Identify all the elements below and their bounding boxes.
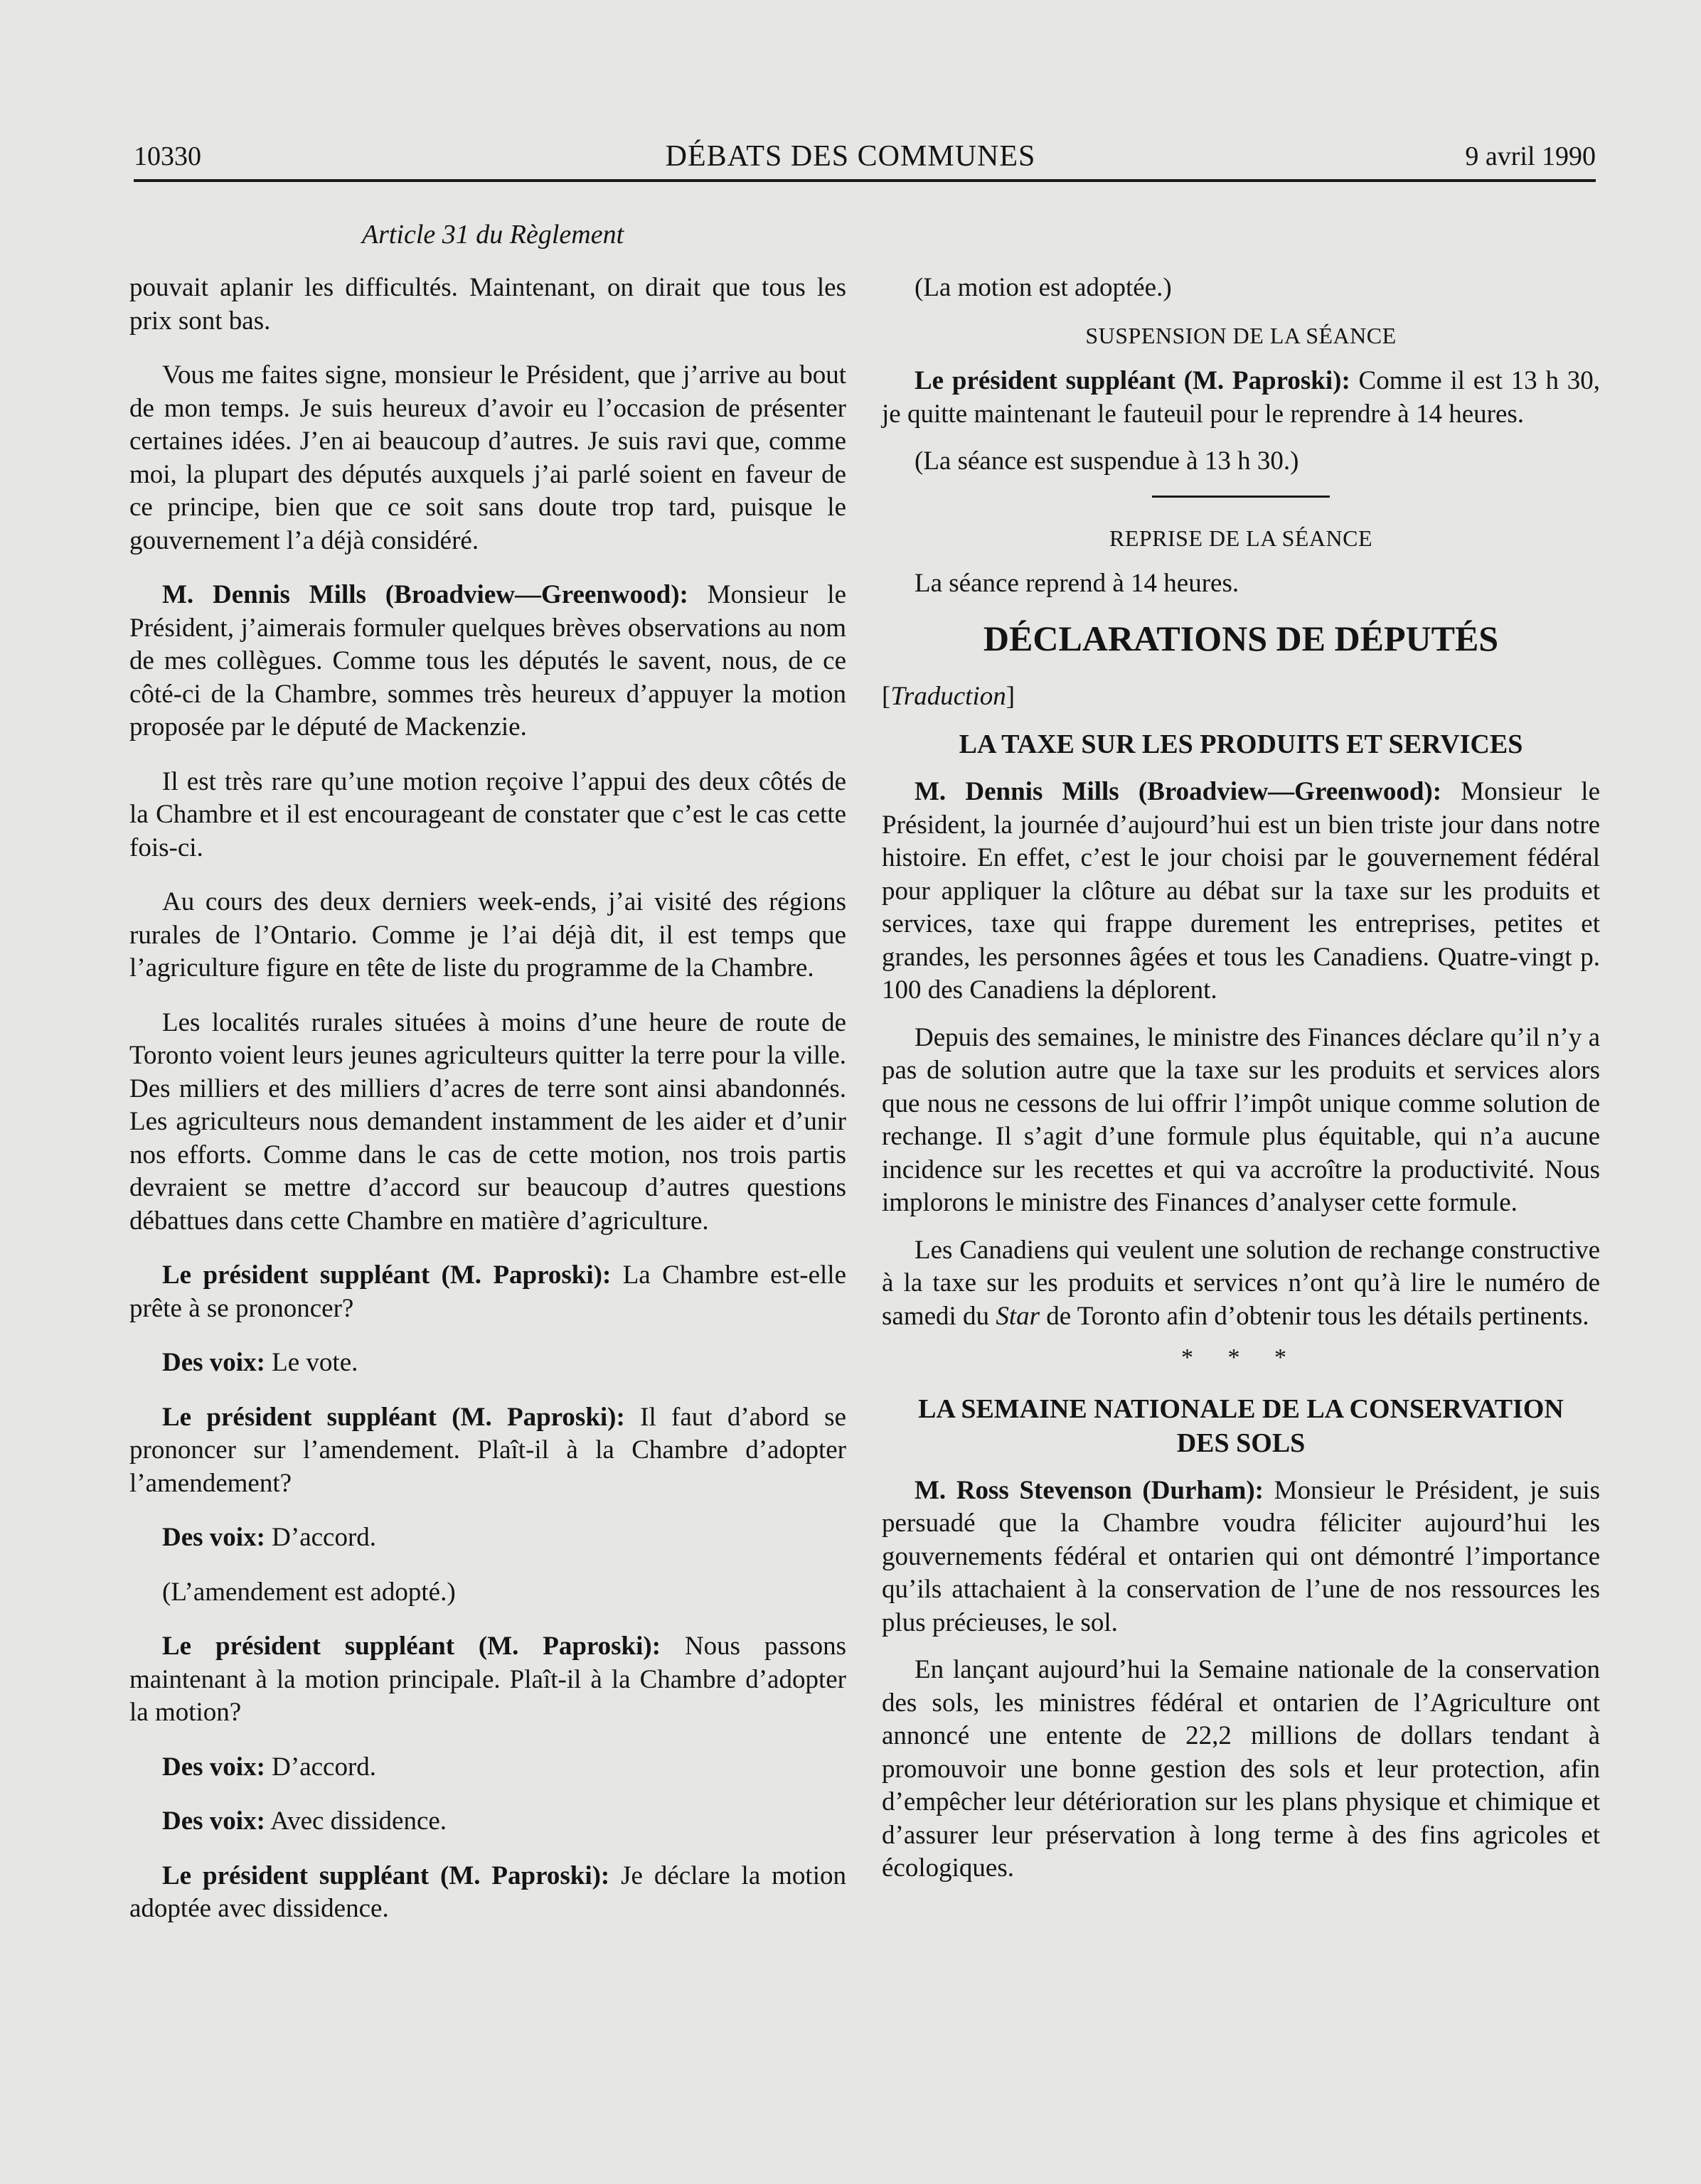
speaker-name: M. Ross Stevenson (Durham): [915, 1475, 1264, 1505]
speech-text: Avec dissidence. [265, 1806, 447, 1836]
header-rule [134, 179, 1596, 182]
speech-text: Nous passons maintenant à la motion principale. Plaît-il à la Chambre d’adopter la motion? [129, 1632, 846, 1727]
speech-text: La Chambre est-elle prête à se prononcer? [129, 1260, 846, 1323]
speech-text: Comme il est 13 h 30, je quitte maintenant le fauteuil pour le reprendre à 14 heures. [882, 366, 1600, 429]
paragraph: La séance reprend à 14 heures. [915, 569, 1239, 598]
topic-heading [882, 1392, 1600, 1460]
reprise-heading: REPRISE DE LA SÉANCE [1109, 525, 1373, 551]
translation-label: Traduction [890, 681, 1006, 711]
speech-paragraph [129, 1630, 846, 1730]
speaker-name: Le président suppléant (M. Paproski): [162, 1632, 661, 1661]
speech-text: D’accord. [265, 1752, 377, 1782]
speaker-name: Des voix: [162, 1348, 265, 1377]
speech-paragraph [129, 1401, 846, 1501]
suspension-heading: SUSPENSION DE LA SÉANCE [1085, 322, 1397, 348]
speech-paragraph [882, 1474, 1600, 1640]
speech-paragraph [129, 1259, 846, 1325]
right-column [882, 272, 1600, 1900]
text-run: Les Canadiens qui veulent une solution de rechange constructive à la taxe sur les produits et services n’ont qu’à lire le numéro de samedi du [882, 1235, 1600, 1331]
speaker-name: Le président suppléant (M. Paproski): [162, 1260, 612, 1290]
speech-text: Je déclare la motion adoptée avec dissidence. [129, 1861, 846, 1923]
translation-note: [Traduction] [882, 681, 1015, 711]
speaker-name: M. Dennis Mills (Broadview—Greenwood): [162, 580, 688, 609]
paragraph [882, 1234, 1600, 1334]
speech-text: Le vote. [265, 1348, 358, 1377]
topic-heading: LA TAXE SUR LES PRODUITS ET SERVICES [959, 729, 1523, 759]
speech-paragraph [129, 1521, 846, 1555]
paragraph: Depuis des semaines, le ministre des Finances déclare qu’il n’y a pas de solution autre que la taxe sur les produits et services alors que nous ne cessons de lui offrir l’impôt unique comme solution de rechange. Il s’agit d’une formule plus équitable, qui n’a aucune incidence sur les recettes et qui va accroître la productivité. Nous implorons le ministre des Finances d’analyser cette formule. [882, 1022, 1600, 1217]
speech-paragraph [129, 1751, 846, 1784]
section-subheader: Article 31 du Règlement [361, 220, 624, 250]
speaker-name: Des voix: [162, 1752, 265, 1782]
newspaper-name: Star [996, 1301, 1040, 1331]
speaker-name: Le président suppléant (M. Paproski): [162, 1861, 610, 1890]
speech-text: Monsieur le Président, la journée d’aujourd’hui est un bien triste jour dans notre histoire. En effet, c’est le jour choisi par le gouvernement fédéral pour appliquer la clôture au débat sur la taxe sur les produits et services, taxe qui frappe durement les entreprises, petites et grandes, les personnes âgées et tous les Canadiens. Quatre-vingt p. 100 des Canadiens la déplorent. [882, 777, 1600, 1005]
section-divider [1152, 496, 1330, 498]
page-number: 10330 [134, 141, 201, 171]
speaker-name: Le président suppléant (M. Paproski): [162, 1402, 625, 1432]
speech-paragraph [129, 1860, 846, 1926]
paragraph: Vous me faites signe, monsieur le Président, que j’arrive au bout de mon temps. Je suis heureux d’avoir eu l’occasion de présenter certaines idées. J’en ai beaucoup d’autres. Je suis ravi que, comme moi, la plupart des députés auxquels j’ai parlé soient en faveur de ce principe, bien que ce soit sans doute trop tard, puisque le gouvernement l’a déjà considéré. [129, 360, 846, 555]
speaker-name: Le président suppléant (M. Paproski): [915, 366, 1350, 395]
paragraph: pouvait aplanir les difficultés. Maintenant, on dirait que tous les prix sont bas. [129, 273, 846, 336]
paragraph: (L’amendement est adopté.) [162, 1577, 456, 1607]
speech-paragraph [129, 1805, 846, 1838]
section-separator: * * * [1181, 1344, 1301, 1371]
speech-paragraph [129, 579, 846, 744]
speech-paragraph [882, 365, 1600, 431]
speech-text: Monsieur le Président, je suis persuadé que la Chambre voudra féliciter aujourd’hui les gouvernements fédéral et ontarien qui ont démontré l’importance qu’ils attachaient à la conservation de l’une de nos ressources les plus précieuses, le sol. [882, 1475, 1600, 1637]
speaker-name: Des voix: [162, 1523, 265, 1552]
topic-heading-line: DES SOLS [1176, 1428, 1306, 1458]
paragraph: (La motion est adoptée.) [915, 273, 1172, 302]
paragraph: En lançant aujourd’hui la Semaine nationale de la conservation des sols, les ministres fédéral et ontarien de l’Agriculture ont annoncé une entente de 22,2 millions de dollars tendant à promouvoir une bonne gestion des sols et leur protection, afin d’empêcher leur détérioration sur les plans physique et chimique et d’assurer leur préservation à long terme à des fins agricoles et écologiques. [882, 1655, 1600, 1883]
speech-paragraph [882, 776, 1600, 1007]
speaker-name: Des voix: [162, 1806, 265, 1836]
speech-paragraph [129, 1347, 846, 1380]
paragraph: Au cours des deux derniers week-ends, j’ai visité des régions rurales de l’Ontario. Comme je l’ai déjà dit, il est temps que l’agriculture figure en tête de liste du programme de la Chambre. [129, 887, 846, 983]
text-run: de Toronto afin d’obtenir tous les détails pertinents. [1040, 1301, 1589, 1331]
topic-heading-line: LA SEMAINE NATIONALE DE LA CONSERVATION [918, 1393, 1564, 1424]
speaker-name: M. Dennis Mills (Broadview—Greenwood): [915, 777, 1442, 806]
speech-text: Monsieur le Président, j’aimerais formuler quelques brèves observations au nom de mes collègues. Comme tous les députés le savent, nous, de ce côté-ci de la Chambre, sommes très heureux d’appuyer la motion proposée par le député de Mackenzie. [129, 580, 846, 742]
paragraph: Il est très rare qu’une motion reçoive l’appui des deux côtés de la Chambre et il est encourageant de constater que c’est le cas cette fois-ci. [129, 766, 846, 862]
section-heading: DÉCLARATIONS DE DÉPUTÉS [983, 618, 1499, 658]
speech-text: Il faut d’abord se prononcer sur l’amendement. Plaît-il à la Chambre d’adopter l’amendement? [129, 1402, 846, 1498]
paragraph: (La séance est suspendue à 13 h 30.) [915, 446, 1299, 476]
running-title: DÉBATS DES COMMUNES [665, 140, 1036, 173]
speech-text: D’accord. [265, 1523, 377, 1552]
left-column [129, 272, 846, 1947]
paragraph: Les localités rurales situées à moins d’une heure de route de Toronto voient leurs jeunes agriculteurs quitter la terre pour la ville. Des milliers et des milliers d’acres de terre sont ainsi abandonnés. Les agriculteurs nous demandent instamment de les aider et d’unir nos efforts. Comme dans le cas de cette motion, nos trois partis devraient se mettre d’accord sur beaucoup d’autres questions débattues dans cette Chambre en matière d’agriculture. [129, 1007, 846, 1236]
header-date: 9 avril 1990 [1465, 141, 1596, 171]
